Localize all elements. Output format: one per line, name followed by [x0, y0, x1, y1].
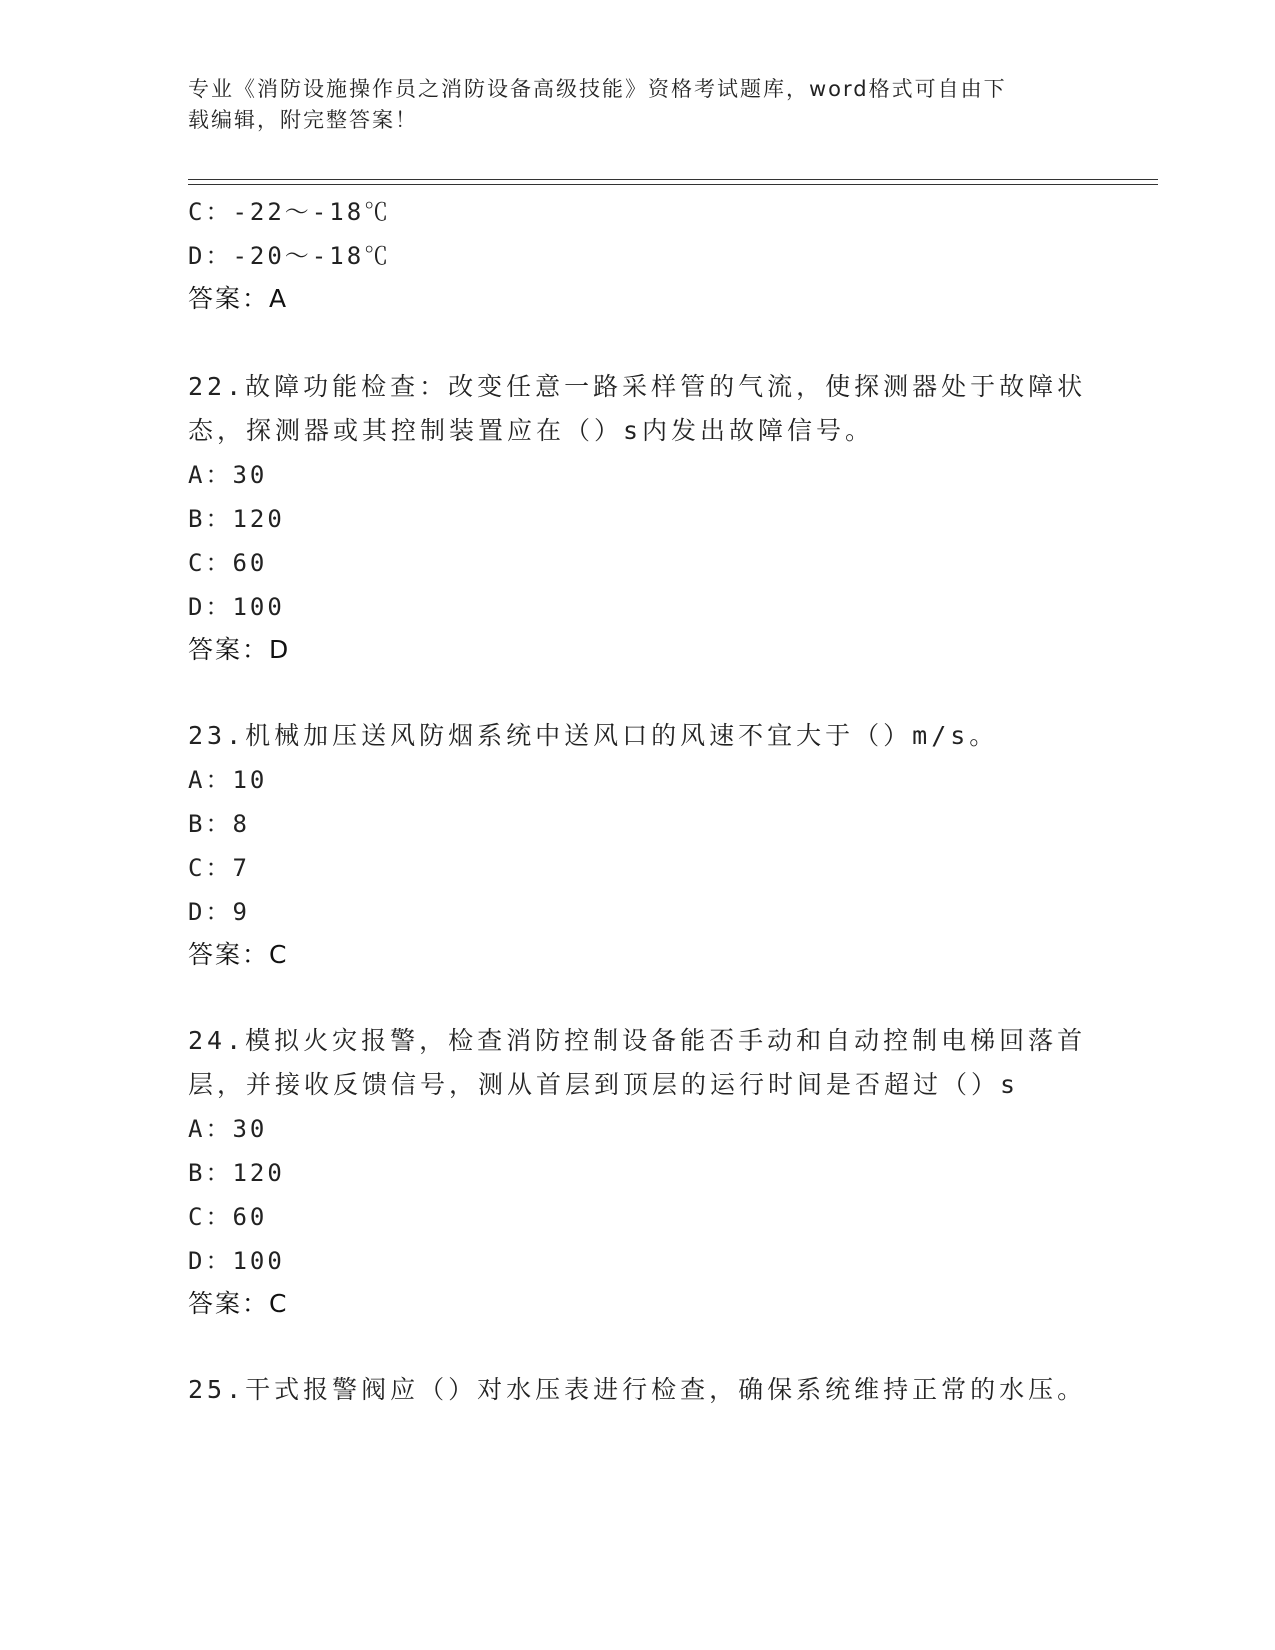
- header-line-1: 专业《消防设施操作员之消防设备高级技能》资格考试题库，word格式可自由下: [188, 77, 1007, 101]
- prev-option-d: D：-20～-18℃: [188, 242, 392, 270]
- question-23-option-a: A：10: [188, 766, 268, 794]
- question-22-answer: 答案：D: [188, 635, 291, 664]
- question-22-option-a: A：30: [188, 461, 268, 489]
- document-header: [188, 74, 1068, 136]
- question-24-line-1: 24.模拟火灾报警，检查消防控制设备能否手动和自动控制电梯回落首: [188, 1026, 1087, 1055]
- question-22-line-2: 态，探测器或其控制装置应在（）s内发出故障信号。: [188, 416, 875, 445]
- question-23-option-d: D：9: [188, 898, 250, 926]
- question-24-line-2: 层，并接收反馈信号，测从首层到顶层的运行时间是否超过（）s: [188, 1070, 1020, 1099]
- question-23-line-1: 23.机械加压送风防烟系统中送风口的风速不宜大于（）m/s。: [188, 721, 999, 750]
- prev-answer: 答案：A: [188, 284, 289, 313]
- question-22-line-1: 22.故障功能检查：改变任意一路采样管的气流，使探测器处于故障状: [188, 372, 1087, 401]
- question-24-answer: 答案：C: [188, 1289, 289, 1318]
- question-25-line-1: 25.干式报警阀应（）对水压表进行检查，确保系统维持正常的水压。: [188, 1375, 1087, 1404]
- question-24-option-a: A：30: [188, 1115, 268, 1143]
- question-23-option-c: C：7: [188, 854, 250, 882]
- prev-option-c: C：-22～-18℃: [188, 198, 392, 226]
- header-divider-top: [188, 179, 1158, 180]
- question-24-option-c: C：60: [188, 1203, 268, 1231]
- header-line-2: 载编辑，附完整答案！: [188, 108, 418, 132]
- question-22-option-d: D：100: [188, 593, 285, 621]
- question-24-option-b: B：120: [188, 1159, 285, 1187]
- question-24-option-d: D：100: [188, 1247, 285, 1275]
- question-23-option-b: B：8: [188, 810, 250, 838]
- question-22-option-c: C：60: [188, 549, 268, 577]
- question-23-answer: 答案：C: [188, 940, 289, 969]
- question-22-option-b: B：120: [188, 505, 285, 533]
- header-divider-bottom: [188, 184, 1158, 185]
